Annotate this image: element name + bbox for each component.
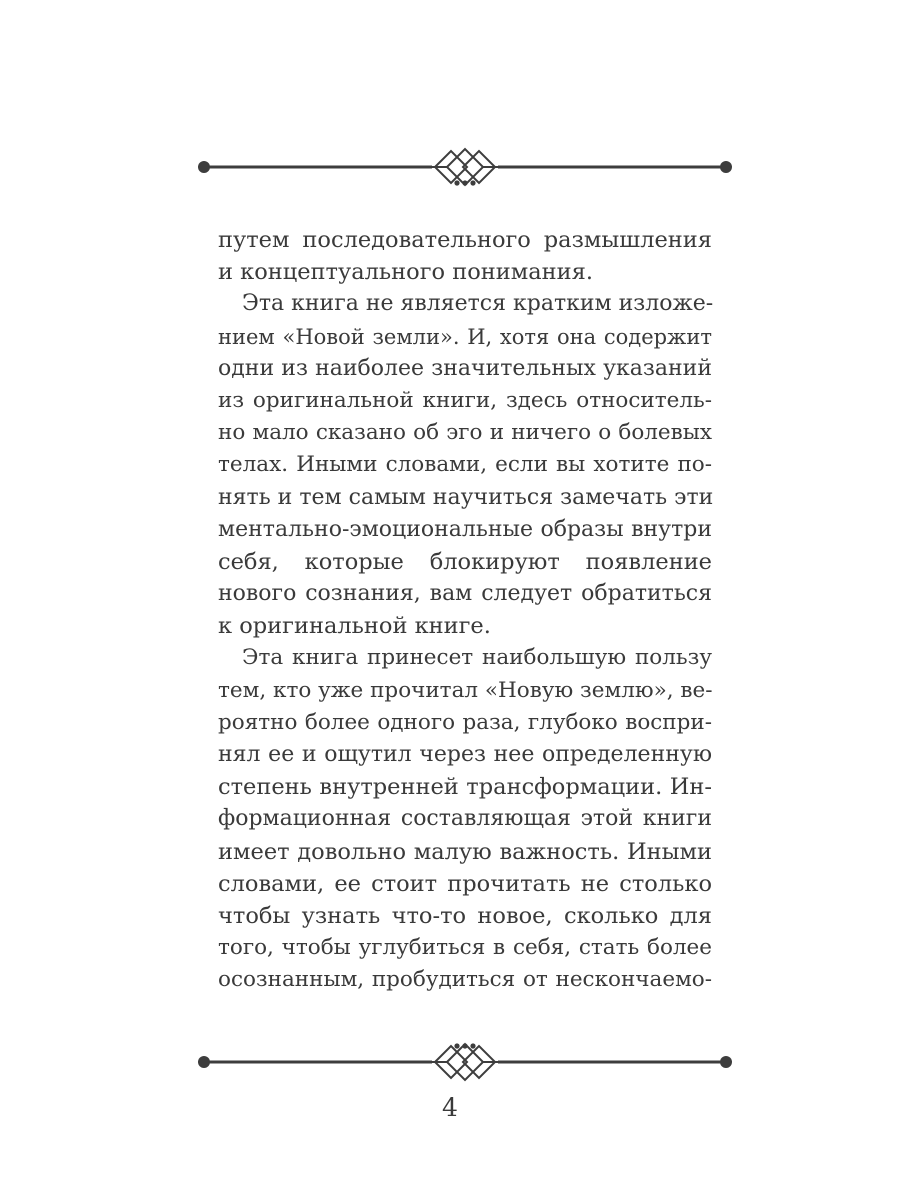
ornament-bottom-svg [195,1042,735,1082]
text-line: Эта книга не является кратким изложе- [242,291,714,317]
page-number: 4 [442,1093,458,1122]
text-line: роятно более одного раза, глубоко воспри- [218,709,712,735]
body-text [218,224,712,997]
text-line: телах. Иными словами, если вы хотите по- [218,452,712,478]
text-line: Эта книга принесет наибольшую пользу [242,645,712,671]
text-line: нового сознания, вам следует обратиться [218,581,712,607]
text-line: того, чтобы углубиться в себя, стать более [218,935,712,961]
text-line: словами, ее стоит прочитать не столько [218,870,712,897]
text-line: чтобы узнать что-то новое, сколько для [218,902,712,929]
text-line: одни из наиболее значительных указаний [218,355,712,381]
text-line: но мало сказано об эго и ничего о болевых [218,420,712,446]
text-line: себя, которые блокируют появление [218,548,712,575]
ornament-top-svg [195,147,735,187]
text-line: тем, кто уже прочитал «Новую землю», ве- [218,677,713,703]
text-line: осознанным, пробудиться от нескончаемо- [218,967,712,993]
top-ornament-divider [195,147,735,187]
text-line: ментально-эмоциональные образы внутри [218,516,712,542]
text-line: нием «Новой земли». И, хотя она содержит [218,324,712,349]
text-line: нять и тем самым научиться замечать эти [218,484,714,510]
text-line: к оригинальной книге. [218,613,491,640]
text-line: и концептуального понимания. [218,259,593,286]
bottom-ornament-divider [195,1042,735,1082]
text-line: из оригинальной книги, здесь относитель- [218,387,712,413]
text-line: степень внутренней трансформации. Ин- [218,774,712,801]
text-line: нял ее и ощутил через нее определенную [218,742,712,767]
text-line: формационная составляющая этой книги [218,806,712,832]
text-line: имеет довольно малую важность. Иными [218,838,712,865]
text-line: путем последовательного размышления [218,227,712,253]
